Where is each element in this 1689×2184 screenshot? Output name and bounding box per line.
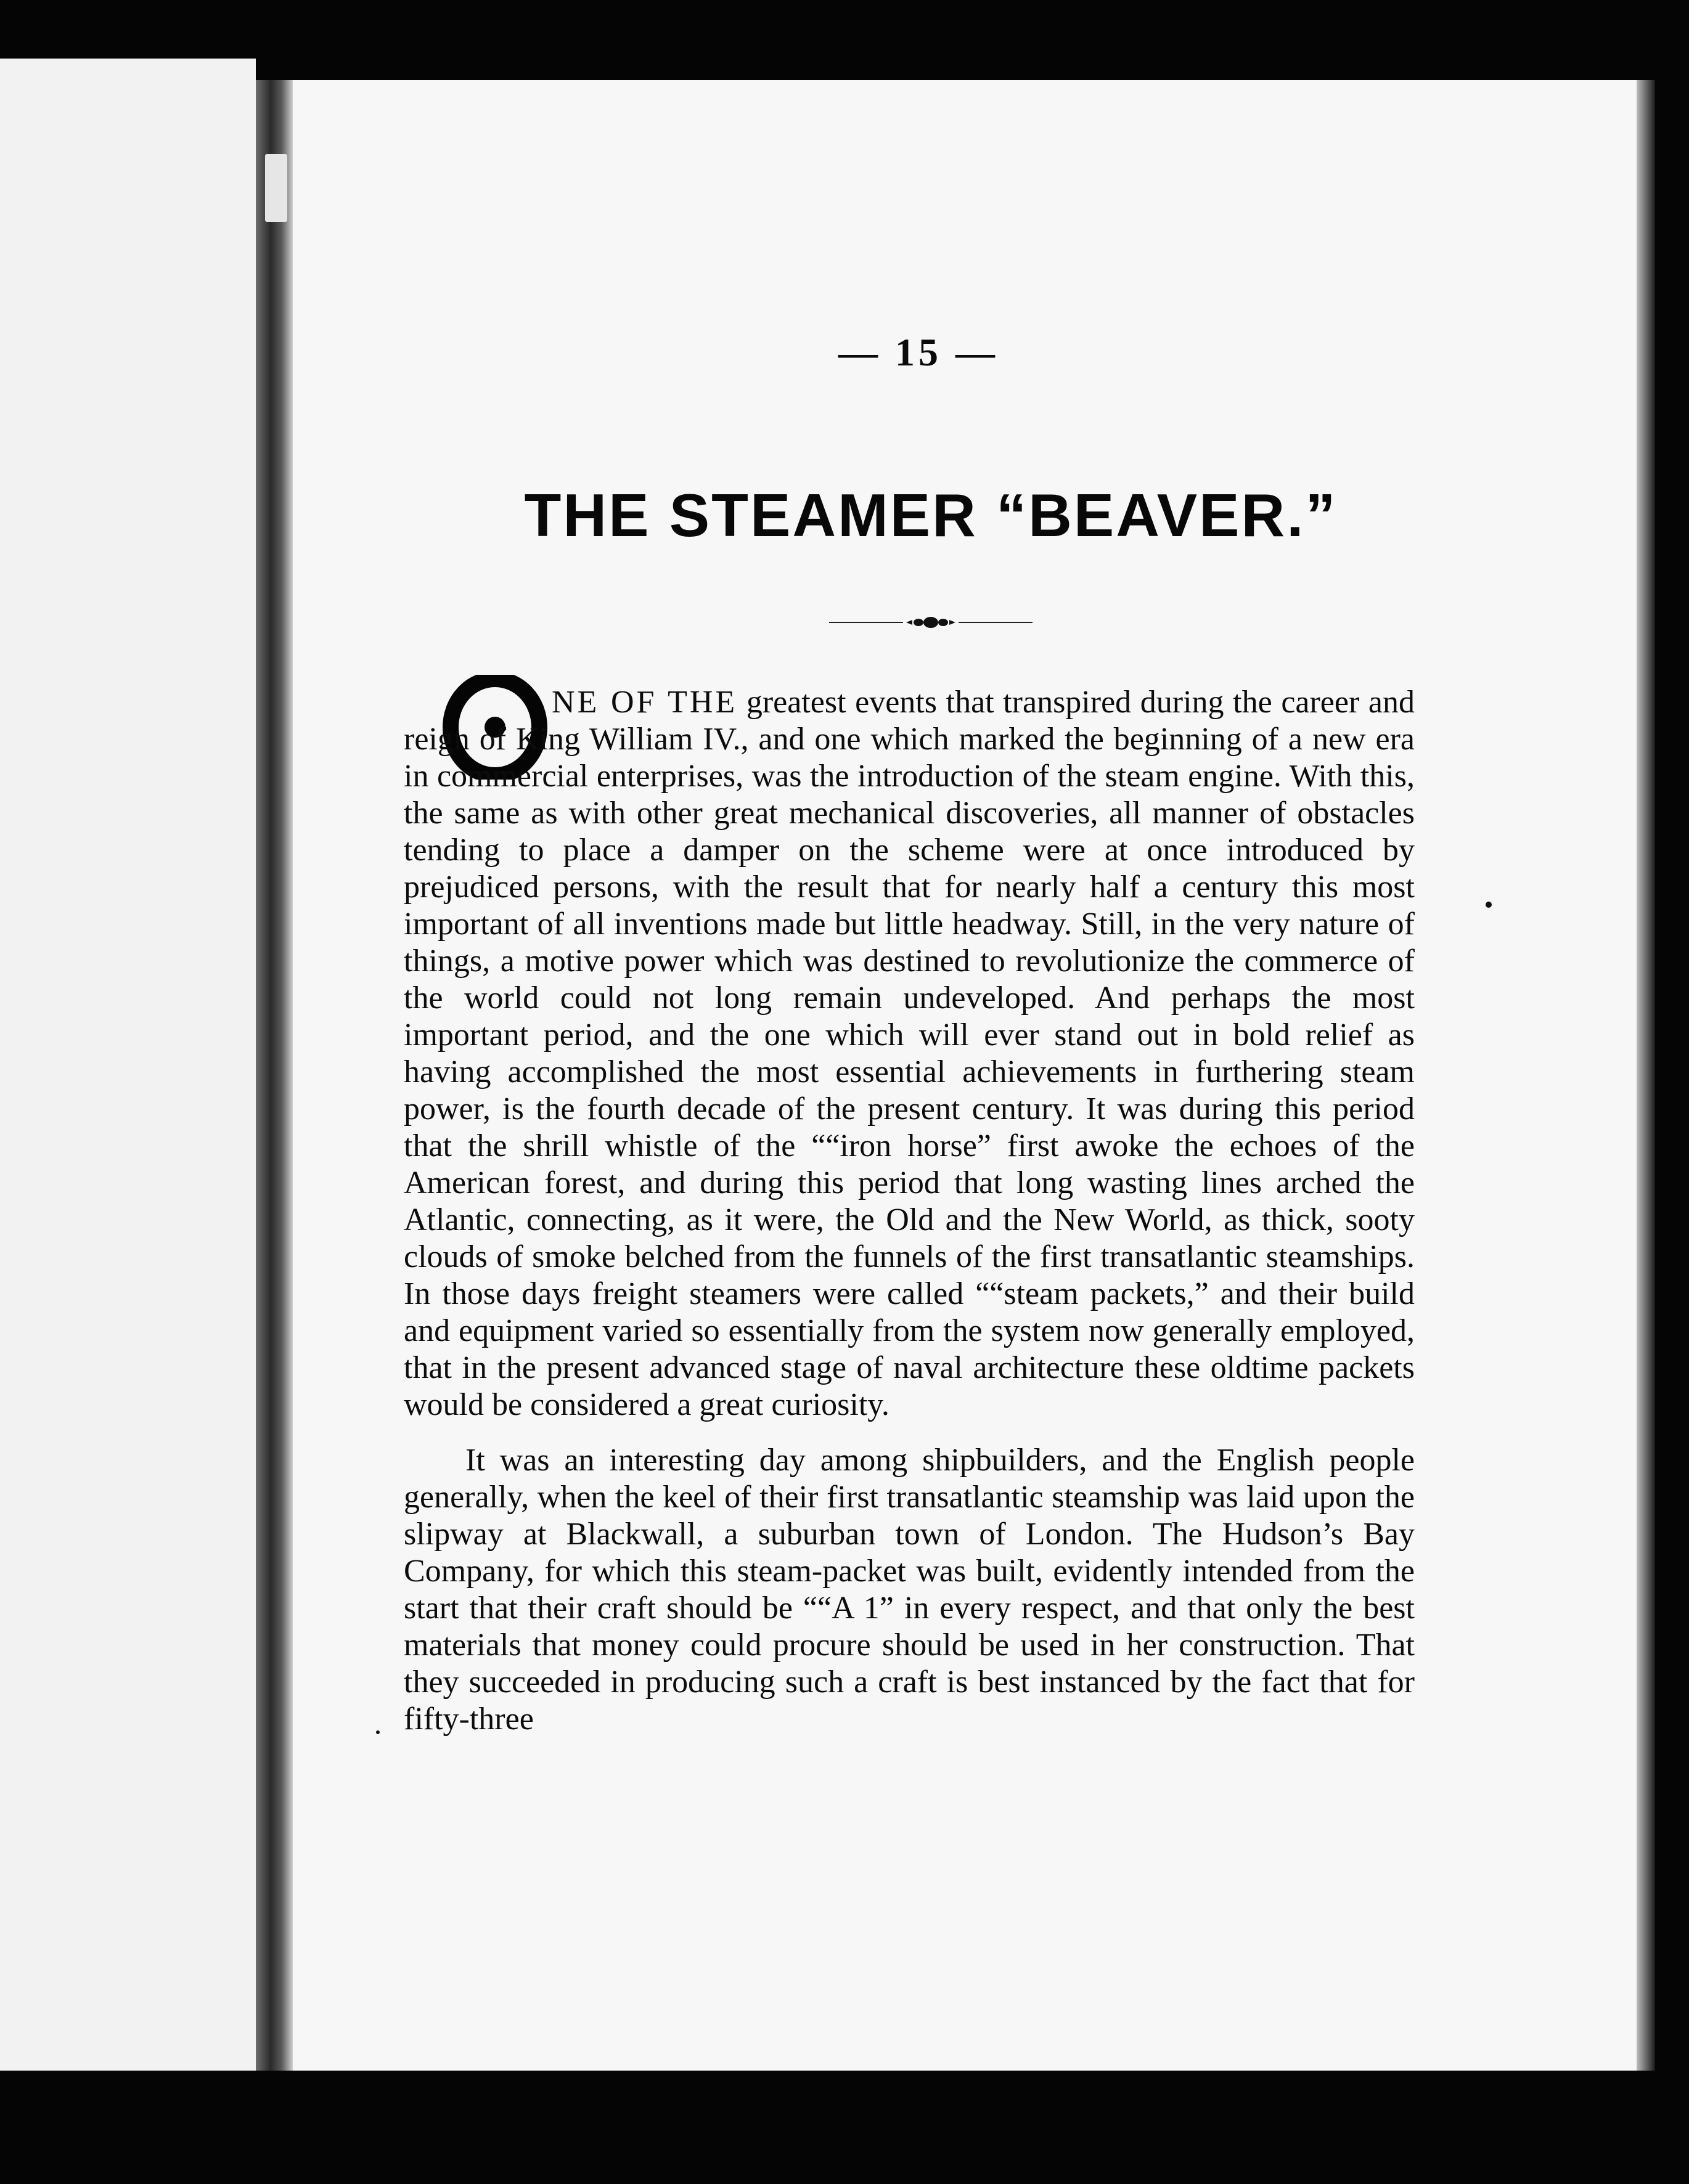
- page-edge-shadow: [1637, 80, 1655, 2071]
- paragraph-1-text: greatest events that transpired during the career and reign of King William IV., and one which marked the beginning of a new era in commercial enterprises, was the introduction of the steam engine. With this, the same as with other great mechanical discoveries, all manner of obstacles tending to place a damper on the scheme were at once introduced by prejudiced persons, with the result that for nearly half a century this most important of all inventions made but little headway. Still, in the very nature of things, a motive power which was destined to revolutionize the commerce of the world could not long remain undeveloped. And perhaps the most important period, and the one which will ever stand out in bold relief as having accomplished the most essential achievements in furthering steam power, is the fourth decade of the present century. It was during this period that the shrill whistle of the ““iron horse” first awoke the echoes of the American forest, and during this period that long wasting lines arched the Atlantic, connecting, as it were, the Old and the New World, as thick, sooty clouds of smoke belched from the funnels of the first transatlantic steamships. In those days freight steamers were called ““steam packets,” and their build and equipment varied so essentially from the system now generally employed, that in the present advanced stage of naval architecture these oldtime packets would be considered a great curiosity.: [404, 685, 1415, 1422]
- margin-speck: [1486, 902, 1492, 908]
- margin-speck: [376, 1730, 380, 1734]
- page-number: — 15 —: [838, 330, 999, 374]
- opening-small-caps: NE OF THE: [552, 685, 738, 720]
- left-page: [0, 59, 256, 2071]
- title-divider-ornament-icon: [829, 610, 1033, 635]
- paragraph-2: [404, 1442, 1415, 1738]
- paragraph-1: [404, 684, 1415, 1424]
- gutter-tab: [265, 154, 287, 222]
- book-gutter: [256, 80, 293, 2071]
- page-title: THE STEAMER “BEAVER.”: [524, 481, 1338, 549]
- article-body: [404, 684, 1415, 1738]
- paragraph-2-text: It was an interesting day among shipbuilders, and the English people generally, when the keel of their first transatlantic steamship was laid upon the slipway at Blackwall, a suburban town of London. The Hudson’s Bay Company, for which this steam-packet was built, evidently intended from the start that their craft should be ““A 1” in every respect, and that only the best materials that money could procure should be used in her construction. That they succeeded in producing such a craft is best instanced by the fact that for fifty-three: [404, 1443, 1415, 1737]
